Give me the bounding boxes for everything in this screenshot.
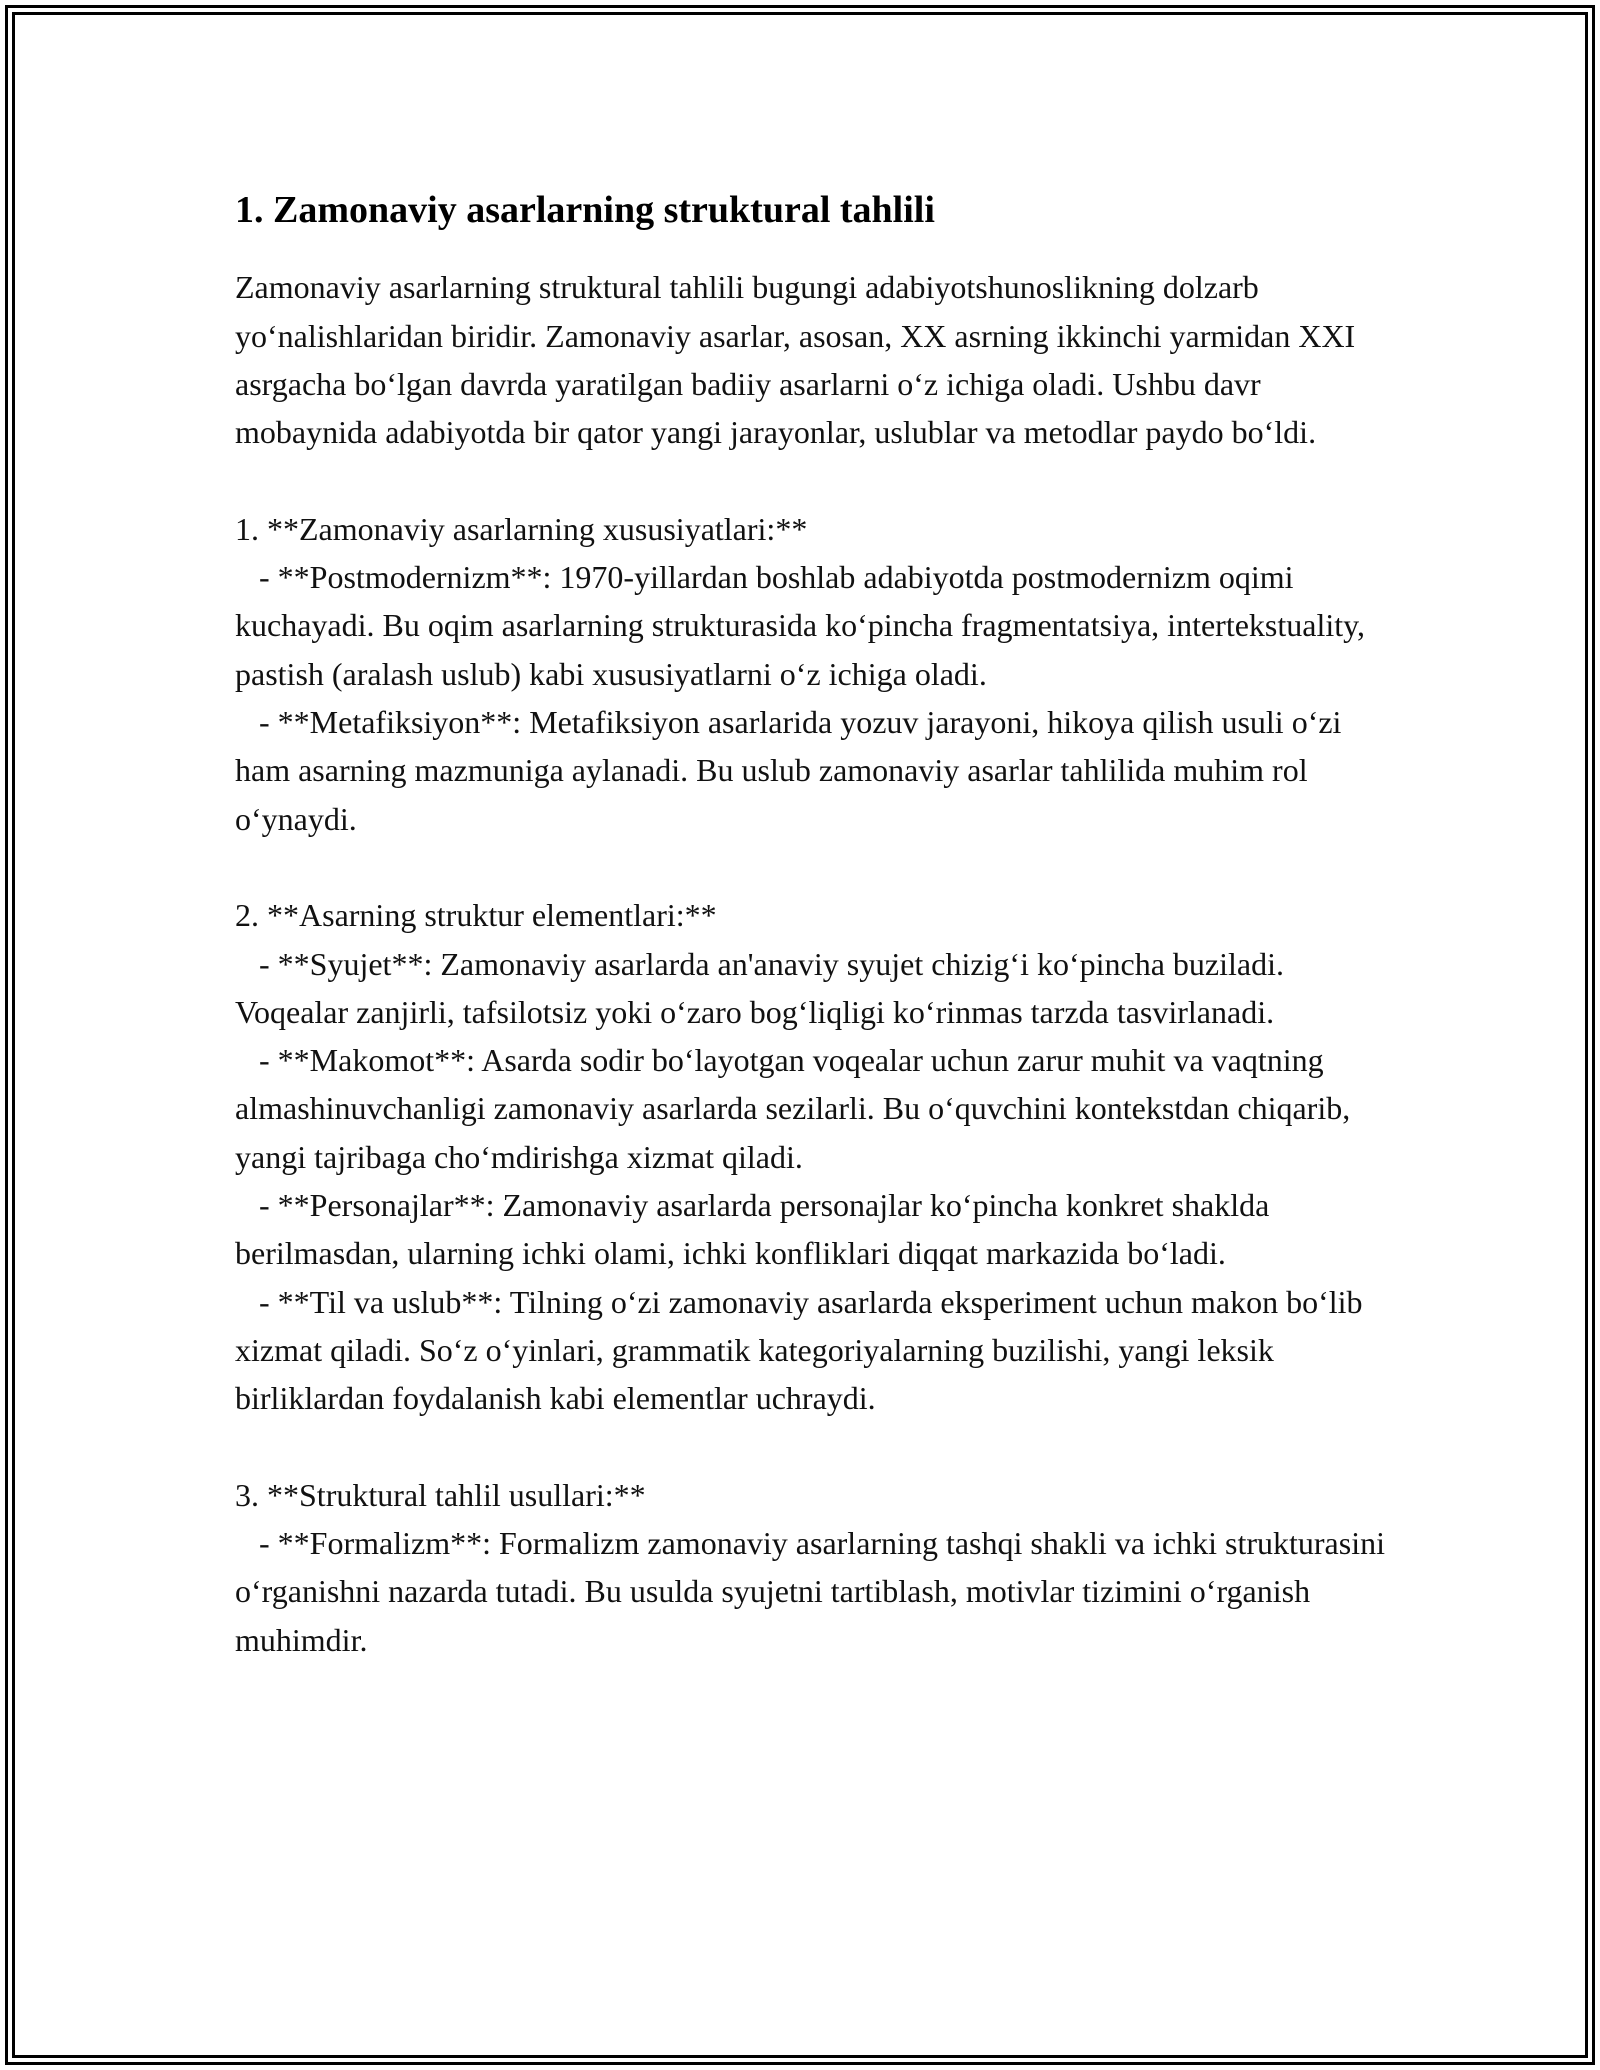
section-elements — [235, 891, 1385, 1422]
list-item: - **Metafiksiyon**: Metafiksiyon asarlarida yozuv jarayoni, hikoya qilish usuli o‘zi ham asarning mazmuniga aylanadi. Bu uslub zamonaviy asarlar tahlilida muhim rol o‘ynaydi. — [235, 704, 1350, 837]
section-title: 2. **Asarning struktur elementlari:** — [235, 897, 717, 934]
blank-line — [235, 1423, 1385, 1471]
list-item: - **Syujet**: Zamonaviy asarlarda an'anaviy syujet chizig‘i ko‘pincha buziladi. Voqealar zanjirli, tafsilotsiz yoki o‘zaro bog‘liqligi ko‘rinmas tarzda tasvirlanadi. — [235, 945, 1292, 1030]
list-item: - **Postmodernizm**: 1970-yillardan boshlab adabiyotda postmodernizm oqimi kuchayadi. Bu oqim asarlarning strukturasida ko‘pincha fragmentatsiya, intertekstuality, pastish (aralash uslub) kabi xususiyatlarni o‘z ichiga oladi. — [235, 559, 1374, 692]
list-item: - **Formalizm**: Formalizm zamonaviy asarlarning tashqi shakli va ichki strukturasini o‘rganishni nazarda tutadi. Bu usulda syujetni tartiblash, motivlar tizimini o‘rganish muhimdir. — [235, 1525, 1393, 1658]
list-item: - **Personajlar**: Zamonaviy asarlarda personajlar ko‘pincha konkret shaklda berilmasdan, ularning ichki olami, ichki konfliklari diqqat markazida bo‘ladi. — [235, 1187, 1278, 1272]
section-title: 3. **Struktural tahlil usullari:** — [235, 1476, 646, 1513]
document-page — [235, 186, 1393, 1664]
list-item: - **Til va uslub**: Tilning o‘zi zamonaviy asarlarda eksperiment uchun makon bo‘lib xizmat qiladi. So‘z o‘yinlari, grammatik kategoriyalarning buzilishi, yangi leksik birliklardan foydalanish kabi elementlar uchraydi. — [235, 1283, 1371, 1417]
intro-paragraph: Zamonaviy asarlarning struktural tahlili bugungi adabiyotshunoslikning dolzarb yo‘nalishlaridan biridir. Zamonaviy asarlar, asosan, XX asrning ikkinchi yarmidan XXI asrgacha bo‘lgan davrda yaratilgan badiiy asarlarni o‘z ichiga oladi. Ushbu davr mobaynida adabiyotda bir qator yangi jarayonlar, uslublar va metodlar paydo bo‘ldi. — [235, 269, 1364, 451]
section-methods — [235, 1471, 1393, 1664]
list-item: - **Makomot**: Asarda sodir bo‘layotgan voqealar uchun zarur muhit va vaqtning almashinuvchanligi zamonaviy asarlarda sezilarli. Bu o‘quvchini kontekstdan chiqarib, yangi tajribaga cho‘mdirishga xizmat qiladi. — [235, 1042, 1359, 1175]
section-features — [235, 505, 1385, 843]
blank-line — [235, 843, 1385, 891]
document-heading: 1. Zamonaviy asarlarning struktural tahlili — [235, 189, 935, 231]
section-title: 1. **Zamonaviy asarlarning xususiyatlari:** — [235, 510, 808, 547]
